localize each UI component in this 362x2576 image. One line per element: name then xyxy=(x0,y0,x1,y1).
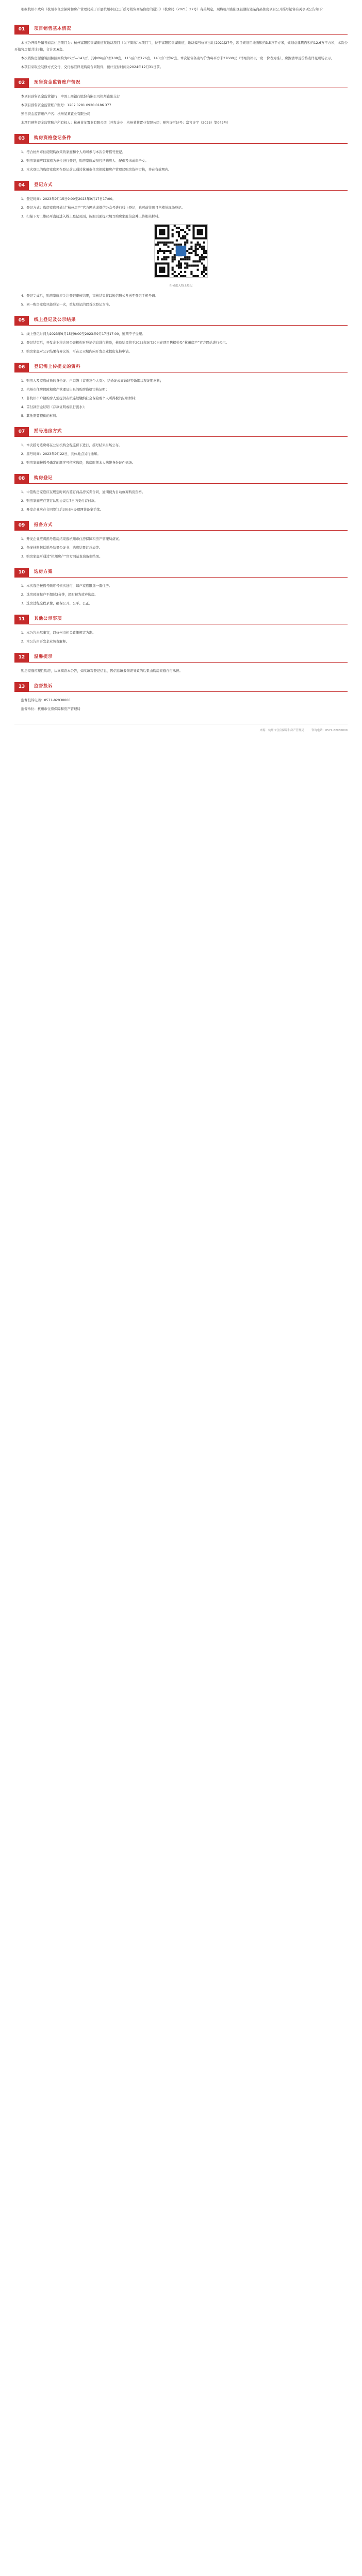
section-paragraph: 2、选房时间每户不超过3分钟，超时视为放弃选房。 xyxy=(21,592,98,597)
section-number: 05 xyxy=(14,316,29,325)
section-number: 07 xyxy=(14,427,29,436)
section-paragraph: 3、开发企业应在合同签订后30日内办理网签备案手续。 xyxy=(21,507,103,512)
section-header xyxy=(14,567,348,578)
section-title: 购房登记 xyxy=(34,476,53,481)
section-04 xyxy=(14,180,348,308)
section-header xyxy=(14,614,348,624)
section-paragraph: 购房家庭应理性购房，认真阅读本公告，如实填写登记信息，因信息填报错误导致的后果由购房家庭自行承担。 xyxy=(21,669,183,673)
section-paragraph: 1、本次选房按摇号顺序号依次进行，每户家庭限选一套住房。 xyxy=(21,584,112,588)
section-paragraph: 3、本次登记的购房家庭须在登记前已通过杭州市住房保障和房产管理局购房资格审核，并在有效期内。 xyxy=(21,167,172,172)
section-title: 购房资格登记条件 xyxy=(34,135,72,141)
section-number: 04 xyxy=(14,181,29,190)
section-paragraph: 1、线上登记时间为2023年9月15日9:00至2023年9月17日17:00，逾期不予受理。 xyxy=(21,332,145,336)
section-08 xyxy=(14,473,348,513)
section-paragraph: 本次销售房源建筑面积区间约为89㎡—143㎡，其中89㎡户型108套，115㎡户型126套，143㎡户型82套。本次销售备案均价为每平方米27600元（详细价格以一房一价表为准），房源清单及价格表详见现场公示。 xyxy=(21,56,335,60)
section-paragraph: 5、同一购房家庭只能登记一次，重复登记的以首次登记为准。 xyxy=(21,302,112,307)
section-number: 11 xyxy=(14,615,29,624)
section-paragraph: 1、中签购房家庭应在规定时间内签订商品房买卖合同，逾期视为自动放弃购房资格。 xyxy=(21,490,145,494)
section-header xyxy=(14,362,348,372)
announcement-page xyxy=(0,0,362,738)
section-header xyxy=(14,427,348,437)
section-title: 报备方式 xyxy=(34,522,53,528)
section-header xyxy=(14,24,348,35)
section-11 xyxy=(14,614,348,645)
section-title: 选房方案 xyxy=(34,569,53,574)
section-paragraph: 2、登记结束后，开发企业将会同公证机构对登记信息进行核验，核验结果将于2023年9月20日在项目售楼处及“杭州房产”官方网站进行公示。 xyxy=(21,341,229,345)
section-number: 12 xyxy=(14,653,29,662)
section-paragraph: 监督投诉电话：0571-82930000 xyxy=(21,698,71,702)
qr-code-wrapper xyxy=(14,224,348,278)
section-number: 01 xyxy=(14,25,29,34)
section-paragraph: 1、符合杭州市住房限购政策的家庭和个人均可参与本次公开摇号登记。 xyxy=(21,150,125,154)
section-03 xyxy=(14,133,348,173)
section-paragraph: 本项目预售资金监管账户所有权人：杭州某某置业有限公司（开发企业：杭州某某置业有限公司；预售许可证号：富售许字（2023）第042号） xyxy=(21,121,231,125)
section-number: 06 xyxy=(14,363,29,372)
section-paragraph: 本项目采取全装修方式交付，交付标准详见购房合同附件，预计交付时间为2024年12月31日前。 xyxy=(21,65,163,69)
section-title: 监督投诉 xyxy=(34,684,53,689)
section-paragraph: 1、本次摇号选房将在公证机构全程监督下进行，摇号结果当场公布。 xyxy=(21,443,122,447)
qr-code-icon[interactable] xyxy=(154,224,208,278)
section-header xyxy=(14,78,348,88)
section-number: 10 xyxy=(14,568,29,577)
section-number: 03 xyxy=(14,134,29,143)
section-title: 温馨提示 xyxy=(34,654,53,659)
section-paragraph: 3、扫描下方二维码可直接进入线上登记页面，按照页面提示填写购房家庭信息并上传相关材料。 xyxy=(21,214,162,218)
section-paragraph: 2、备案材料包括摇号结果公证书、选房结果汇总表等。 xyxy=(21,546,103,550)
section-09 xyxy=(14,520,348,560)
section-01 xyxy=(14,24,348,71)
intro-paragraph: 根据杭州市政府《杭州市住房保障和房产管理局关于开展杭州市区公开摇号销售商品住房的通知》（杭房局〔2021〕27号）有关规定，现将杭州富阳区银湖街道某商品住房项目公开摇号销售有关事项公告如下： xyxy=(21,7,325,11)
section-paragraph: 4、首付款资金证明（存款证明或银行流水）； xyxy=(21,405,88,409)
section-13 xyxy=(14,682,348,713)
qr-caption: 扫码进入线上登记 xyxy=(169,284,193,287)
section-paragraph: 1、开发企业应将摇号选房结果报杭州市住房保障和房产管理局备案。 xyxy=(21,537,122,541)
section-06 xyxy=(14,362,348,419)
section-paragraph: 2、购房家庭应以家庭为单位进行登记，购房家庭成员包括购房人、配偶及未成年子女。 xyxy=(21,159,149,163)
section-title: 线上登记及公示结果 xyxy=(34,317,76,323)
section-header xyxy=(14,520,348,531)
section-paragraph: 1、登记时间：2023年9月15日9:00至2023年9月17日17:00。 xyxy=(21,197,116,201)
section-paragraph: 1、本公告未尽事宜，以杭州市相关政策规定为准。 xyxy=(21,631,96,635)
section-header xyxy=(14,180,348,191)
section-title: 其他公示事项 xyxy=(34,616,62,621)
section-title: 登记方式 xyxy=(34,182,53,188)
section-header xyxy=(14,652,348,663)
section-paragraph: 4、登记完成后，购房家庭应关注登记审核结果，审核结果将以短信形式发送至登记手机号码。 xyxy=(21,294,158,298)
section-07 xyxy=(14,427,348,466)
section-paragraph: 2、购房家庭应在签订认购协议后7日内支付首付款。 xyxy=(21,499,98,503)
section-paragraph: 预售资金监管账户户名：杭州某某置业有限公司 xyxy=(21,112,90,116)
section-number: 02 xyxy=(14,78,29,88)
section-05 xyxy=(14,315,348,355)
section-paragraph: 本项目预售资金监管银行：中国工商银行股份有限公司杭州富阳支行 xyxy=(21,94,120,98)
section-paragraph: 2、登记方式：购房家庭可通过“杭州房产”官方网站或微信公众号进行线上登记，也可前往项目售楼处现场登记。 xyxy=(21,206,185,210)
section-number: 13 xyxy=(14,682,29,691)
section-number: 08 xyxy=(14,474,29,483)
sections-container xyxy=(14,24,348,713)
section-12 xyxy=(14,652,348,674)
footer-source: 来源：杭州市住房保障和房产管理局 xyxy=(259,729,304,732)
section-10 xyxy=(14,567,348,607)
section-title: 摇号选房方式 xyxy=(34,429,62,434)
section-title: 预售资金监管账户情况 xyxy=(34,80,81,85)
section-title: 登记需上传提交的资料 xyxy=(34,364,81,369)
section-number: 09 xyxy=(14,521,29,530)
section-header xyxy=(14,682,348,692)
section-paragraph: 2、本公告由开发企业负责解释。 xyxy=(21,639,70,643)
section-paragraph: 1、购房人及家庭成员的身份证、户口簿（首页及个人页）、结婚证或离婚证等婚姻状况证明材料； xyxy=(21,379,163,383)
section-title: 项目销售基本情况 xyxy=(34,26,72,31)
footer xyxy=(14,727,348,734)
section-paragraph: 2、摇号时间：2023年9月22日，具体地点另行通知。 xyxy=(21,452,101,456)
section-paragraph: 3、选房过程全程录像，确保公开、公平、公正。 xyxy=(21,601,93,605)
footer-phone: 咨询电话：0571-82930000 xyxy=(311,729,348,732)
section-paragraph: 3、购房家庭对公示结果有异议的，可在公示期内向开发企业提出复核申请。 xyxy=(21,349,132,353)
section-paragraph: 3、非杭州市户籍购房人需提供在杭连续缴纳社会保险或个人所得税的证明材料； xyxy=(21,396,139,400)
section-02 xyxy=(14,78,348,126)
section-paragraph: 3、购房家庭按摇号确定的顺序号依次选房，选房时须本人携带身份证件到场。 xyxy=(21,461,136,465)
section-header xyxy=(14,133,348,144)
section-paragraph: 5、其他需要提供的材料。 xyxy=(21,414,60,418)
section-header xyxy=(14,315,348,326)
section-header xyxy=(14,473,348,484)
section-paragraph: 监督单位：杭州市住房保障和房产管理局 xyxy=(21,707,80,711)
section-paragraph: 2、杭州市住房保障和房产管理局出具的购房资格审核证明； xyxy=(21,387,109,392)
section-paragraph: 本项目预售资金监管账户账号：1202 0281 0920 0186 377 xyxy=(21,103,111,107)
section-paragraph: 本次公开摇号销售商品住房项目为：杭州富阳区银湖街道某地块项目（以下简称“本项目”），位于富阳区银湖街道，地块编号杭富出让[2021]27号，项目规划用地面积约3.5万平方米，规划总建筑面积约12.6万平方米，本次公开销售房源共计3幢，合计316套。 xyxy=(14,41,348,52)
section-paragraph: 3、购房家庭可通过“杭州房产”官方网站查询备案结果。 xyxy=(21,554,103,558)
